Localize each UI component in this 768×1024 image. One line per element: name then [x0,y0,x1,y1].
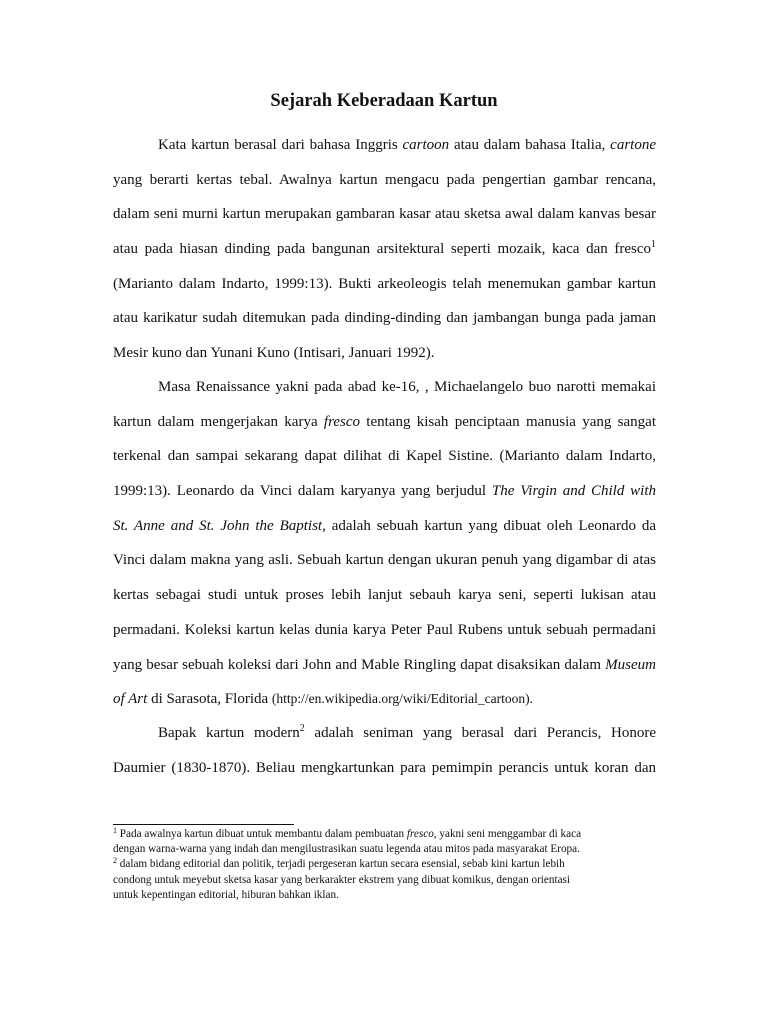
italic-term: fresco [323,413,361,430]
italic-title: St. Anne and St. John the Baptist [113,517,323,534]
text-line: kartun dalam mengerjakan karya fresco tentang kisah penciptaan manusia yang sangat [113,413,656,430]
italic-title: Museum [605,656,656,673]
footnote-2-line-2: condong untuk meyebut sketsa kasar yang berkarakter ekstrem yang dibuat komikus, dengan orientasi [113,873,571,886]
text-line: kertas sebagai studi untuk proses lebih lanjut sebauh karya seni, seperti lukisan atau [113,587,656,604]
citation-url: (http://en.wikipedia.org/wiki/Editorial_cartoon). [271,691,533,707]
footnote-2-line-3: untuk kepentingan editorial, hiburan bahkan iklan. [113,888,339,901]
text-line: Bapak kartun modern$^2$ adalah seniman yang berasal dari Perancis, Honore [158,723,656,741]
text-line: yang berarti kertas tebal. Awalnya kartun mengacu pada pengertian gambar rencana, [113,171,656,188]
text-line: Masa Renaissance yakni pada abad ke-16, , Michaelangelo buo narotti memakai [158,379,656,395]
text-line: dalam seni murni kartun merupakan gambaran kasar atau sketsa awal dalam kanvas besar [113,206,656,223]
italic-title: The Virgin and Child with [491,483,656,500]
footnotes [113,827,673,903]
text-line: 1999:13). Leonardo da Vinci dalam karyanya yang berjudul The Virgin and Child with [113,483,656,500]
text-line: Vinci dalam makna yang asli. Sebuah kartun dengan ukuran penuh yang digambar di atas [113,552,656,569]
paragraph-3 [113,716,656,785]
italic-title: of Art [113,691,148,708]
text-line: Kata kartun berasal dari bahasa Inggris cartoon atau dalam bahasa Italia, cartone [158,137,656,153]
text-line: Daumier (1830-1870). Beliau mengkartunkan para pemimpin perancis untuk koran dan [113,759,656,776]
page-title: Sejarah Keberadaan Kartun [270,91,498,111]
footnote-2: $^2$ dalam bidang editorial dan politik, terjadi pergeseran kartun secara esensial, sebab kini kartun lebih [113,856,565,871]
text-line: of Art di Sarasota, Florida (http://en.wikipedia.org/wiki/Editorial_cartoon). [113,691,533,708]
text-line: permadani. Koleksi kartun kelas dunia karya Peter Paul Rubens untuk sebuah permadani [113,621,656,638]
text-line: St. Anne and St. John the Baptist, adalah sebuah kartun yang dibuat oleh Leonardo da [113,517,656,534]
text-line: (Marianto dalam Indarto, 1999:13). Bukti arkeoleogis telah menemukan gambar kartun [113,275,656,292]
text-line: Mesir kuno dan Yunani Kuno (Intisari, Januari 1992). [113,345,435,362]
italic-term: cartoon [402,137,450,153]
text-line: yang besar sebuah koleksi dari John and Mable Ringling dapat disaksikan dalam Museum [113,656,656,673]
paragraph-1 [113,128,656,371]
text-line: atau karikatur sudah ditemukan pada dinding-dinding dan jambangan bunga pada jaman [113,310,656,327]
paragraph-2 [113,370,656,717]
footnote-1-line-2: dengan warna-warna yang indah dan mengilustrasikan suatu legenda atau mitos pada masyarakat Eropa. [113,843,580,856]
footnote-divider [113,824,294,825]
footnote-1: $^1$ Pada awalnya kartun dibuat untuk membantu dalam pembuatan fresco, yakni seni menggambar di kaca [113,826,582,840]
footnote-ref: 2 [299,723,305,734]
italic-term: cartone [610,137,656,153]
footnote-ref: 1 [651,239,656,251]
text-line: atau pada hiasan dinding pada bangunan arsitektural seperti mozaik, kaca dan fresco$^1$ [113,239,656,258]
text-line: terkenal dan sampai sekarang dapat dilihat di Kapel Sistine. (Marianto dalam Indarto, [113,448,656,465]
